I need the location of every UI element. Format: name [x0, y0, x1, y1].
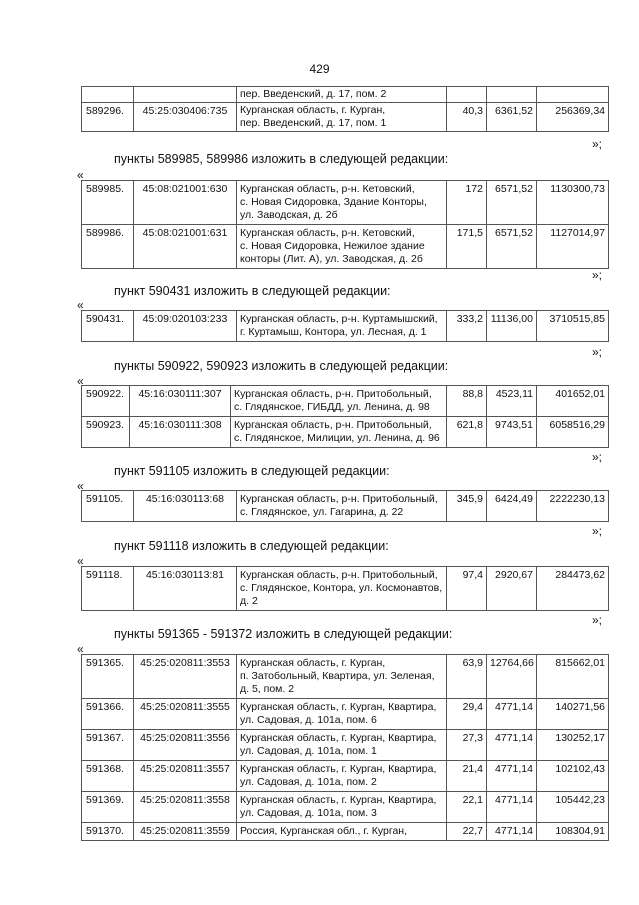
price-cell: 6571,52 — [487, 225, 537, 269]
address-line: Курганская область, г. Курган, Квартира, — [240, 732, 437, 744]
address-cell — [231, 417, 447, 448]
instruction-text: пункт 590431 изложить в следующей редакции: — [114, 284, 391, 298]
address-line: ул. Садовая, д. 101а, пом. 1 — [240, 745, 377, 757]
table-row — [82, 225, 609, 269]
address-cell — [237, 761, 447, 792]
close-quote: »; — [592, 450, 603, 464]
address-line: с. Глядянское, Контора, ул. Космонавтов, — [240, 582, 443, 594]
table-row — [82, 567, 609, 611]
area-cell: 97,4 — [447, 567, 487, 611]
area-cell: 621,8 — [447, 417, 487, 448]
cadastral-number: 45:08:021001:631 — [134, 225, 237, 269]
price-cell: 4523,11 — [487, 386, 537, 417]
open-quote: « — [77, 554, 84, 568]
price-cell: 12764,66 — [487, 655, 537, 699]
address-cell — [237, 103, 447, 132]
cadastral-number: 45:25:020811:3557 — [134, 761, 237, 792]
price-cell: 4771,14 — [487, 823, 537, 841]
row-number: 590431. — [82, 311, 134, 342]
address-line: Курганская область, г. Курган, — [240, 657, 386, 669]
table-row — [82, 792, 609, 823]
price-cell: 4771,14 — [487, 761, 537, 792]
row-number: 589985. — [82, 181, 134, 225]
close-quote: »; — [592, 524, 603, 538]
area-cell: 22,7 — [447, 823, 487, 841]
price-cell: 6361,52 — [487, 103, 537, 132]
area-cell: 333,2 — [447, 311, 487, 342]
address-line: Курганская область, р-н. Притобольный, — [240, 569, 438, 581]
table-row — [82, 761, 609, 792]
row-number: 591366. — [82, 699, 134, 730]
row-number: 591370. — [82, 823, 134, 841]
address-cell — [237, 567, 447, 611]
area-cell: 22,1 — [447, 792, 487, 823]
table-row — [82, 87, 609, 103]
page-number: 429 — [309, 62, 330, 76]
price-cell: 9743,51 — [487, 417, 537, 448]
cadastral-number: 45:25:020811:3553 — [134, 655, 237, 699]
area-cell: 172 — [447, 181, 487, 225]
row-number: 590923. — [82, 417, 130, 448]
address-cell — [237, 181, 447, 225]
cost-cell: 108304,91 — [537, 823, 609, 841]
address-line: с. Новая Сидоровка, Здание Конторы, — [240, 196, 427, 208]
address-line: Курганская область, р-н. Кетовский, — [240, 227, 415, 239]
area-cell: 29,4 — [447, 699, 487, 730]
cost-cell: 2222230,13 — [537, 491, 609, 522]
instruction-text: пункт 591118 изложить в следующей редакции: — [114, 539, 389, 553]
address-line: ул. Садовая, д. 101а, пом. 2 — [240, 776, 377, 788]
row-number: 591365. — [82, 655, 134, 699]
address-line: ул. Садовая, д. 101а, пом. 6 — [240, 714, 377, 726]
section-table — [81, 566, 609, 611]
table-row — [82, 655, 609, 699]
address-line: Курганская область, р-н. Притобольный, — [234, 388, 432, 400]
section-table — [81, 490, 609, 522]
open-quote: « — [77, 298, 84, 312]
row-number: 591118. — [82, 567, 134, 611]
cost-cell: 3710515,85 — [537, 311, 609, 342]
open-quote: « — [77, 642, 84, 656]
first-table — [81, 86, 609, 132]
section-table — [81, 654, 609, 841]
address-line: с. Глядянское, ГИБДД, ул. Ленина, д. 98 — [234, 401, 430, 413]
cadastral-number: 45:16:030111:308 — [130, 417, 231, 448]
cost-cell: 1130300,73 — [537, 181, 609, 225]
cost-cell: 256369,34 — [537, 103, 609, 132]
address-line: пер. Введенский, д. 17, пом. 1 — [240, 117, 387, 129]
price-cell: 2920,67 — [487, 567, 537, 611]
address-line: д. 2 — [240, 595, 258, 607]
instruction-text: пункты 589985, 589986 изложить в следующей редакции: — [114, 152, 449, 166]
area-cell: 27,3 — [447, 730, 487, 761]
address-line: Курганская область, г. Курган, Квартира, — [240, 701, 437, 713]
address-line: Курганская область, г. Курган, — [240, 104, 386, 116]
address-cell — [231, 386, 447, 417]
instruction-text: пункт 591105 изложить в следующей редакции: — [114, 464, 390, 478]
cost-cell: 815662,01 — [537, 655, 609, 699]
address-cell — [237, 311, 447, 342]
price-cell: 6424,49 — [487, 491, 537, 522]
cadastral-number: 45:09:020103:233 — [134, 311, 237, 342]
address-cell — [237, 823, 447, 841]
area-cell: 88,8 — [447, 386, 487, 417]
table-row — [82, 491, 609, 522]
table-row — [82, 417, 609, 448]
address-line: Курганская область, р-н. Притобольный, — [240, 493, 438, 505]
cadastral-number: 45:25:020811:3559 — [134, 823, 237, 841]
address-cell — [237, 699, 447, 730]
address-cell — [237, 730, 447, 761]
close-quote: »; — [592, 268, 603, 282]
address-cell: пер. Введенский, д. 17, пом. 2 — [237, 87, 447, 103]
address-line: п. Затобольный, Квартира, ул. Зеленая, — [240, 670, 435, 682]
row-number: 589986. — [82, 225, 134, 269]
cadastral-number: 45:16:030113:81 — [134, 567, 237, 611]
price-cell: 4771,14 — [487, 699, 537, 730]
close-quote: »; — [592, 613, 603, 627]
cost-cell: 1127014,97 — [537, 225, 609, 269]
table-row — [82, 386, 609, 417]
address-line: с. Новая Сидоровка, Нежилое здание — [240, 240, 425, 252]
area-cell: 345,9 — [447, 491, 487, 522]
row-number: 591369. — [82, 792, 134, 823]
table-row — [82, 181, 609, 225]
price-cell: 6571,52 — [487, 181, 537, 225]
cost-cell: 130252,17 — [537, 730, 609, 761]
address-line: Курганская область, г. Курган, Квартира, — [240, 794, 437, 806]
price-cell: 4771,14 — [487, 730, 537, 761]
address-cell — [237, 655, 447, 699]
cost-cell: 401652,01 — [537, 386, 609, 417]
row-number: 591367. — [82, 730, 134, 761]
open-quote: « — [77, 479, 84, 493]
section-table — [81, 180, 609, 269]
cost-cell: 102102,43 — [537, 761, 609, 792]
address-line: д. 5, пом. 2 — [240, 683, 295, 695]
row-number: 591368. — [82, 761, 134, 792]
address-line: с. Глядянское, ул. Гагарина, д. 22 — [240, 506, 404, 518]
open-quote: « — [77, 168, 84, 182]
table-row — [82, 311, 609, 342]
section-table — [81, 310, 609, 342]
row-number: 590922. — [82, 386, 130, 417]
price-cell: 11136,00 — [487, 311, 537, 342]
section-table — [81, 385, 609, 448]
area-cell: 40,3 — [447, 103, 487, 132]
table-row — [82, 699, 609, 730]
cadastral-number: 45:25:030406:735 — [134, 103, 237, 132]
instruction-text: пункты 590922, 590923 изложить в следующей редакции: — [114, 359, 449, 373]
row-number: 589296. — [82, 103, 134, 132]
address-line: ул. Заводская, д. 2б — [240, 209, 338, 221]
cadastral-number: 45:16:030111:307 — [130, 386, 231, 417]
address-line: ул. Садовая, д. 101а, пом. 3 — [240, 807, 377, 819]
row-number: 591105. — [82, 491, 134, 522]
cadastral-number: 45:16:030113:68 — [134, 491, 237, 522]
address-line: г. Куртамыш, Контора, ул. Лесная, д. 1 — [240, 326, 427, 338]
cadastral-number: 45:25:020811:3555 — [134, 699, 237, 730]
table-row — [82, 730, 609, 761]
cadastral-number: 45:25:020811:3558 — [134, 792, 237, 823]
area-cell: 63,9 — [447, 655, 487, 699]
cost-cell: 6058516,29 — [537, 417, 609, 448]
cost-cell: 105442,23 — [537, 792, 609, 823]
table-row — [82, 823, 609, 841]
instruction-text: пункты 591365 - 591372 изложить в следующей редакции: — [114, 627, 453, 641]
address-line: Курганская область, р-н. Притобольный, — [234, 419, 432, 431]
address-line: Курганская область, г. Курган, Квартира, — [240, 763, 437, 775]
area-cell: 21,4 — [447, 761, 487, 792]
cost-cell: 284473,62 — [537, 567, 609, 611]
address-line: Курганская область, р-н. Кетовский, — [240, 183, 415, 195]
close-quote: »; — [592, 345, 603, 359]
address-line: Россия, Курганская обл., г. Курган, — [240, 825, 407, 837]
address-line: с. Глядянское, Милиции, ул. Ленина, д. 96 — [234, 432, 440, 444]
address-cell — [237, 225, 447, 269]
price-cell: 4771,14 — [487, 792, 537, 823]
area-cell: 171,5 — [447, 225, 487, 269]
cost-cell: 140271,56 — [537, 699, 609, 730]
address-cell — [237, 792, 447, 823]
address-line: конторы (Лит. А), ул. Заводская, д. 2б — [240, 253, 423, 265]
cadastral-number: 45:25:020811:3556 — [134, 730, 237, 761]
address-line: Курганская область, р-н. Куртамышский, — [240, 313, 438, 325]
table-row — [82, 103, 609, 132]
address-cell — [237, 491, 447, 522]
open-quote: « — [77, 374, 84, 388]
cadastral-number: 45:08:021001:630 — [134, 181, 237, 225]
close-quote: »; — [592, 137, 603, 151]
